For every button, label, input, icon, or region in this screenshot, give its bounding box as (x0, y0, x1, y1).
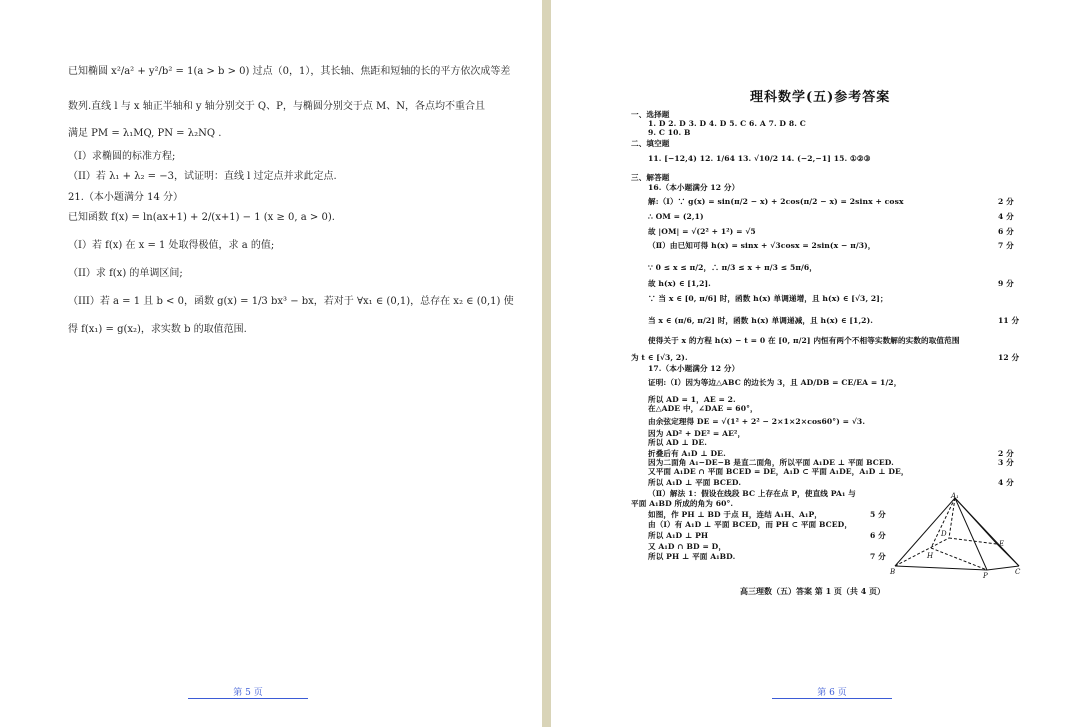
answer-side-score: 5 分 (870, 510, 886, 519)
answer-line (648, 263, 817, 272)
answer-line-text: 为 t ∈ [√3, 2). (631, 353, 688, 362)
answer-line-text: 三、解答题 (631, 173, 670, 182)
left-text-line: （I）若 f(x) 在 x = 1 处取得极值，求 a 的值; (68, 240, 275, 251)
answer-line (648, 478, 741, 487)
answer-side-score: 7 分 (870, 552, 886, 561)
label-d: D (941, 530, 947, 538)
answer-line (631, 353, 688, 362)
answer-line (648, 294, 888, 303)
answer-line (648, 378, 901, 387)
answer-line (648, 417, 865, 426)
answer-line-text: ∵ 0 ≤ x ≤ π/2，∴ π/3 ≤ x + π/3 ≤ 5π/6， (648, 263, 817, 272)
left-text-line: 满足 PM = λ₁MQ, PN = λ₂NQ . (68, 128, 222, 139)
answer-sheet-footer: 高三理数（五）答案 第 1 页（共 4 页） (740, 586, 886, 596)
left-text-line: 21.（本小题满分 14 分） (68, 192, 183, 203)
left-text-line: 已知椭圆 x²/a² + y²/b² = 1(a > b > 0) 过点（0，1），其长轴、焦距和短轴的长的平方依次成等差 (68, 66, 511, 77)
answer-line-text: 11. [−12,4) 12. 1/64 13. √10/2 14. (−2,−1] 15. ①②③ (648, 154, 871, 163)
answer-line (648, 520, 852, 529)
answer-score: 9 分 (998, 279, 1014, 288)
answer-line (648, 336, 960, 345)
answer-side-score: 6 分 (870, 531, 886, 540)
answer-line (648, 128, 691, 137)
answer-line (648, 510, 822, 519)
answer-line (648, 458, 894, 467)
answer-line (648, 489, 856, 498)
page-6-link[interactable]: 第 6 页 (772, 688, 892, 699)
answer-score: 7 分 (998, 241, 1014, 250)
answer-line-text: 所以 PH ⊥ 平面 A₁BD. (648, 552, 736, 561)
answer-line-text: 因为 AD² + DE² = AE²， (648, 429, 746, 438)
answer-score: 2 分 (998, 197, 1014, 206)
answer-line-text: 在△ADE 中，∠DAE = 60°， (648, 404, 758, 413)
answer-line-text: 一、选择题 (631, 110, 670, 119)
answer-line (631, 499, 733, 508)
answer-line-text: 又平面 A₁DE ∩ 平面 BCED = DE，A₁D ⊂ 平面 A₁DE，A₁D ⊥ DE， (648, 467, 909, 476)
answer-line-text: 如图，作 PH ⊥ BD 于点 H，连结 A₁H、A₁P， (648, 510, 822, 519)
answer-line (648, 531, 708, 540)
answer-line (631, 139, 669, 148)
answer-line (648, 404, 758, 413)
answer-line (648, 449, 726, 458)
answer-line (648, 212, 704, 221)
answer-line-text: （Ⅱ）由已知可得 h(x) = sinx + √3cosx = 2sin(x − π/3)， (648, 241, 876, 250)
answer-line-text: 16.（本小题满分 12 分） (648, 183, 740, 192)
answer-line (648, 316, 873, 325)
answer-score: 6 分 (998, 227, 1014, 236)
answer-line (648, 429, 745, 438)
answer-line-text: 又 A₁D ∩ BD = D， (648, 542, 727, 551)
answer-line-text: 所以 AD = 1，AE = 2. (648, 395, 736, 404)
answer-line (648, 467, 909, 476)
answer-line-text: 使得关于 x 的方程 h(x) − t = 0 在 [0, π/2] 内恒有两个不相等实数解的实数的取值范围 (648, 336, 960, 345)
answer-line-text: 所以 AD ⊥ DE. (648, 438, 708, 447)
answer-score: 3 分 (998, 458, 1014, 467)
answer-line-text: 故 |OM| = √(2² + 1²) = √5 (648, 227, 756, 236)
page-gutter (542, 0, 551, 727)
answer-line-text: ∴ OM = (2,1) (648, 212, 704, 221)
left-text-line: （III）若 a = 1 且 b < 0，函数 g(x) = 1/3 bx³ − bx，若对于 ∀x₁ ∈ (0,1)，总存在 x₂ ∈ (0,1) 使 (68, 296, 514, 307)
left-text-line: 已知函数 f(x) = ln(ax+1) + 2/(x+1) − 1 (x ≥ 0, a > 0). (68, 212, 335, 223)
answer-line-text: 折叠后有 A₁D ⊥ DE. (648, 449, 726, 458)
answer-line-text: 1. D 2. D 3. D 4. D 5. C 6. A 7. D 8. C (648, 119, 806, 128)
answer-line-text: ∵ 当 x ∈ [0, π/6] 时，函数 h(x) 单调递增，且 h(x) ∈ [√3, 2]； (648, 294, 888, 303)
label-e: E (999, 540, 1005, 548)
left-text-line: 数列.直线 l 与 x 轴正半轴和 y 轴分别交于 Q、P，与椭圆分别交于点 M、N，各点均不重合且 (68, 101, 486, 112)
answer-line-text: 当 x ∈ (π/6, π/2] 时，函数 h(x) 单调递减，且 h(x) ∈ [1,2). (648, 316, 874, 325)
answer-line-text: 故 h(x) ∈ [1,2]. (648, 279, 711, 288)
answer-score: 4 分 (998, 212, 1014, 221)
label-h: H (927, 552, 934, 560)
answer-line-text: 由余弦定理得 DE = √(1² + 2² − 2×1×2×cos60°) = √3. (648, 417, 866, 426)
answer-line-text: 证明:（Ⅰ）因为等边△ABC 的边长为 3，且 AD/DB = CE/EA = 1/2， (648, 378, 902, 387)
answer-line-text: 二、填空题 (631, 139, 670, 148)
answer-line (648, 119, 806, 128)
answer-line (648, 154, 871, 163)
answer-line (648, 227, 756, 236)
answer-line-text: 因为二面角 A₁−DE−B 是直二面角，所以平面 A₁DE ⊥ 平面 BCED. (648, 458, 894, 467)
answer-line (648, 183, 739, 192)
answer-line (648, 279, 711, 288)
answer-line (631, 173, 669, 182)
pyramid-figure (891, 494, 1023, 578)
answer-line (648, 197, 904, 206)
left-text-line: 得 f(x₁) = g(x₂)，求实数 b 的取值范围. (68, 324, 247, 335)
answer-line (648, 542, 726, 551)
answer-line-text: 所以 A₁D ⊥ PH (648, 531, 709, 540)
answer-line (631, 110, 669, 119)
answer-score: 2 分 (998, 449, 1014, 458)
page-5-link[interactable]: 第 5 页 (188, 688, 308, 699)
answer-line-text: 解:（Ⅰ）∵ g(x) = sin(π/2 − x) + 2cos(π/2 − x) = 2sinx + cosx (648, 197, 904, 206)
answer-score: 11 分 (998, 316, 1020, 325)
label-c: C (1015, 568, 1021, 576)
left-text-line: （II）求 f(x) 的单调区间; (68, 268, 183, 279)
answer-line-text: 17.（本小题满分 12 分） (648, 364, 740, 373)
answer-line-text: 由（Ⅰ）有 A₁D ⊥ 平面 BCED，而 PH ⊂ 平面 BCED， (648, 520, 853, 529)
answer-line (648, 552, 735, 561)
answer-line (648, 395, 736, 404)
label-b: B (890, 568, 896, 576)
answer-line-text: 平面 A₁BD 所成的角为 60°. (631, 499, 734, 508)
answer-line-text: 9. C 10. B (648, 128, 691, 137)
answer-sheet-title: 理科数学(五)参考答案 (750, 90, 891, 105)
left-text-line: （I）求椭圆的标准方程; (68, 151, 176, 162)
answer-line (648, 241, 876, 250)
answer-line (648, 438, 707, 447)
answer-score: 12 分 (998, 353, 1020, 362)
label-a1: A₁ (951, 492, 959, 500)
answer-line-text: （Ⅱ）解法 1：假设在线段 BC 上存在点 P，使直线 PA₁ 与 (648, 489, 856, 498)
left-text-line: （II）若 λ₁ + λ₂ = −3，试证明：直线 l 过定点并求此定点. (68, 171, 337, 182)
answer-line-text: 所以 A₁D ⊥ 平面 BCED. (648, 478, 742, 487)
answer-line (648, 364, 739, 373)
label-p: P (983, 572, 988, 580)
answer-score: 4 分 (998, 478, 1014, 487)
